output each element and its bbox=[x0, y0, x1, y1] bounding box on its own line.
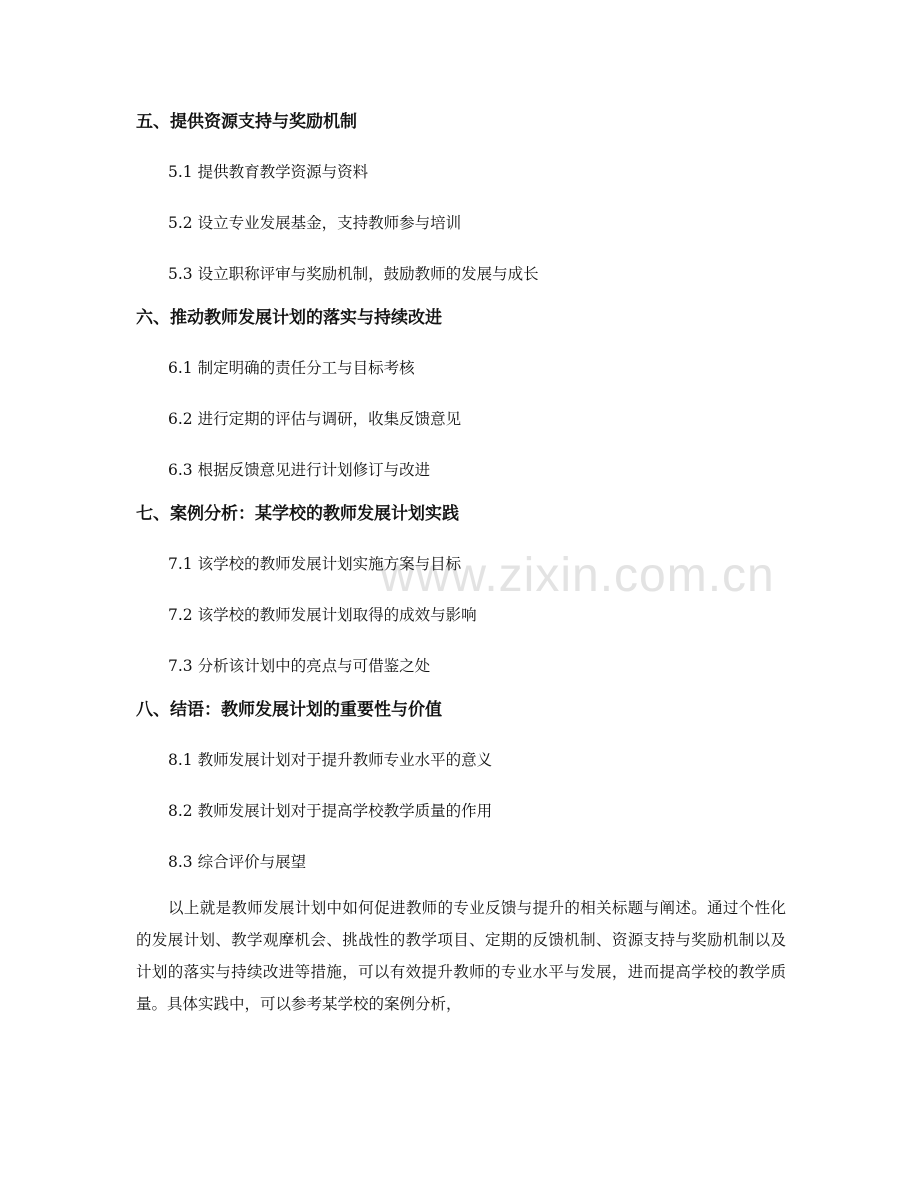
watermark: www.zixin.com.cn bbox=[380, 549, 775, 602]
sub-item: 8.1 教师发展计划对于提升教师专业水平的意义 bbox=[168, 751, 493, 769]
sub-item: 7.2 该学校的教师发展计划取得的成效与影响 bbox=[168, 606, 477, 624]
section-6 bbox=[136, 300, 786, 496]
sub-item: 6.2 进行定期的评估与调研，收集反馈意见 bbox=[168, 410, 462, 428]
document-body bbox=[136, 104, 786, 1020]
sub-item: 7.3 分析该计划中的亮点与可借鉴之处 bbox=[168, 657, 431, 675]
section-heading: 七、案例分析：某学校的教师发展计划实践 bbox=[136, 504, 459, 524]
sub-item: 8.2 教师发展计划对于提高学校教学质量的作用 bbox=[168, 802, 493, 820]
section-heading: 五、提供资源支持与奖励机制 bbox=[136, 112, 357, 132]
sub-item: 6.3 根据反馈意见进行计划修订与改进 bbox=[168, 461, 431, 479]
sub-item: 5.1 提供教育教学资源与资料 bbox=[168, 163, 369, 181]
section-7 bbox=[136, 496, 786, 692]
sub-item: 6.1 制定明确的责任分工与目标考核 bbox=[168, 359, 415, 377]
section-heading: 六、推动教师发展计划的落实与持续改进 bbox=[136, 308, 442, 328]
summary-paragraph: 以上就是教师发展计划中如何促进教师的专业反馈与提升的相关标题与阐述。通过个性化的发展计划、教学观摩机会、挑战性的教学项目、定期的反馈机制、资源支持与奖励机制以及计划的落实与持续改进等措施，可以有效提升教师的专业水平与发展，进而提高学校的教学质量。具体实践中，可以参考某学校的案例分析， bbox=[136, 899, 786, 1013]
section-heading: 八、结语：教师发展计划的重要性与价值 bbox=[136, 700, 442, 720]
sub-item: 5.3 设立职称评审与奖励机制，鼓励教师的发展与成长 bbox=[168, 265, 539, 283]
sub-item: 5.2 设立专业发展基金，支持教师参与培训 bbox=[168, 214, 462, 232]
sub-item: 7.1 该学校的教师发展计划实施方案与目标 bbox=[168, 555, 462, 573]
sub-item: 8.3 综合评价与展望 bbox=[168, 853, 307, 871]
section-5 bbox=[136, 104, 786, 300]
section-8 bbox=[136, 692, 786, 888]
